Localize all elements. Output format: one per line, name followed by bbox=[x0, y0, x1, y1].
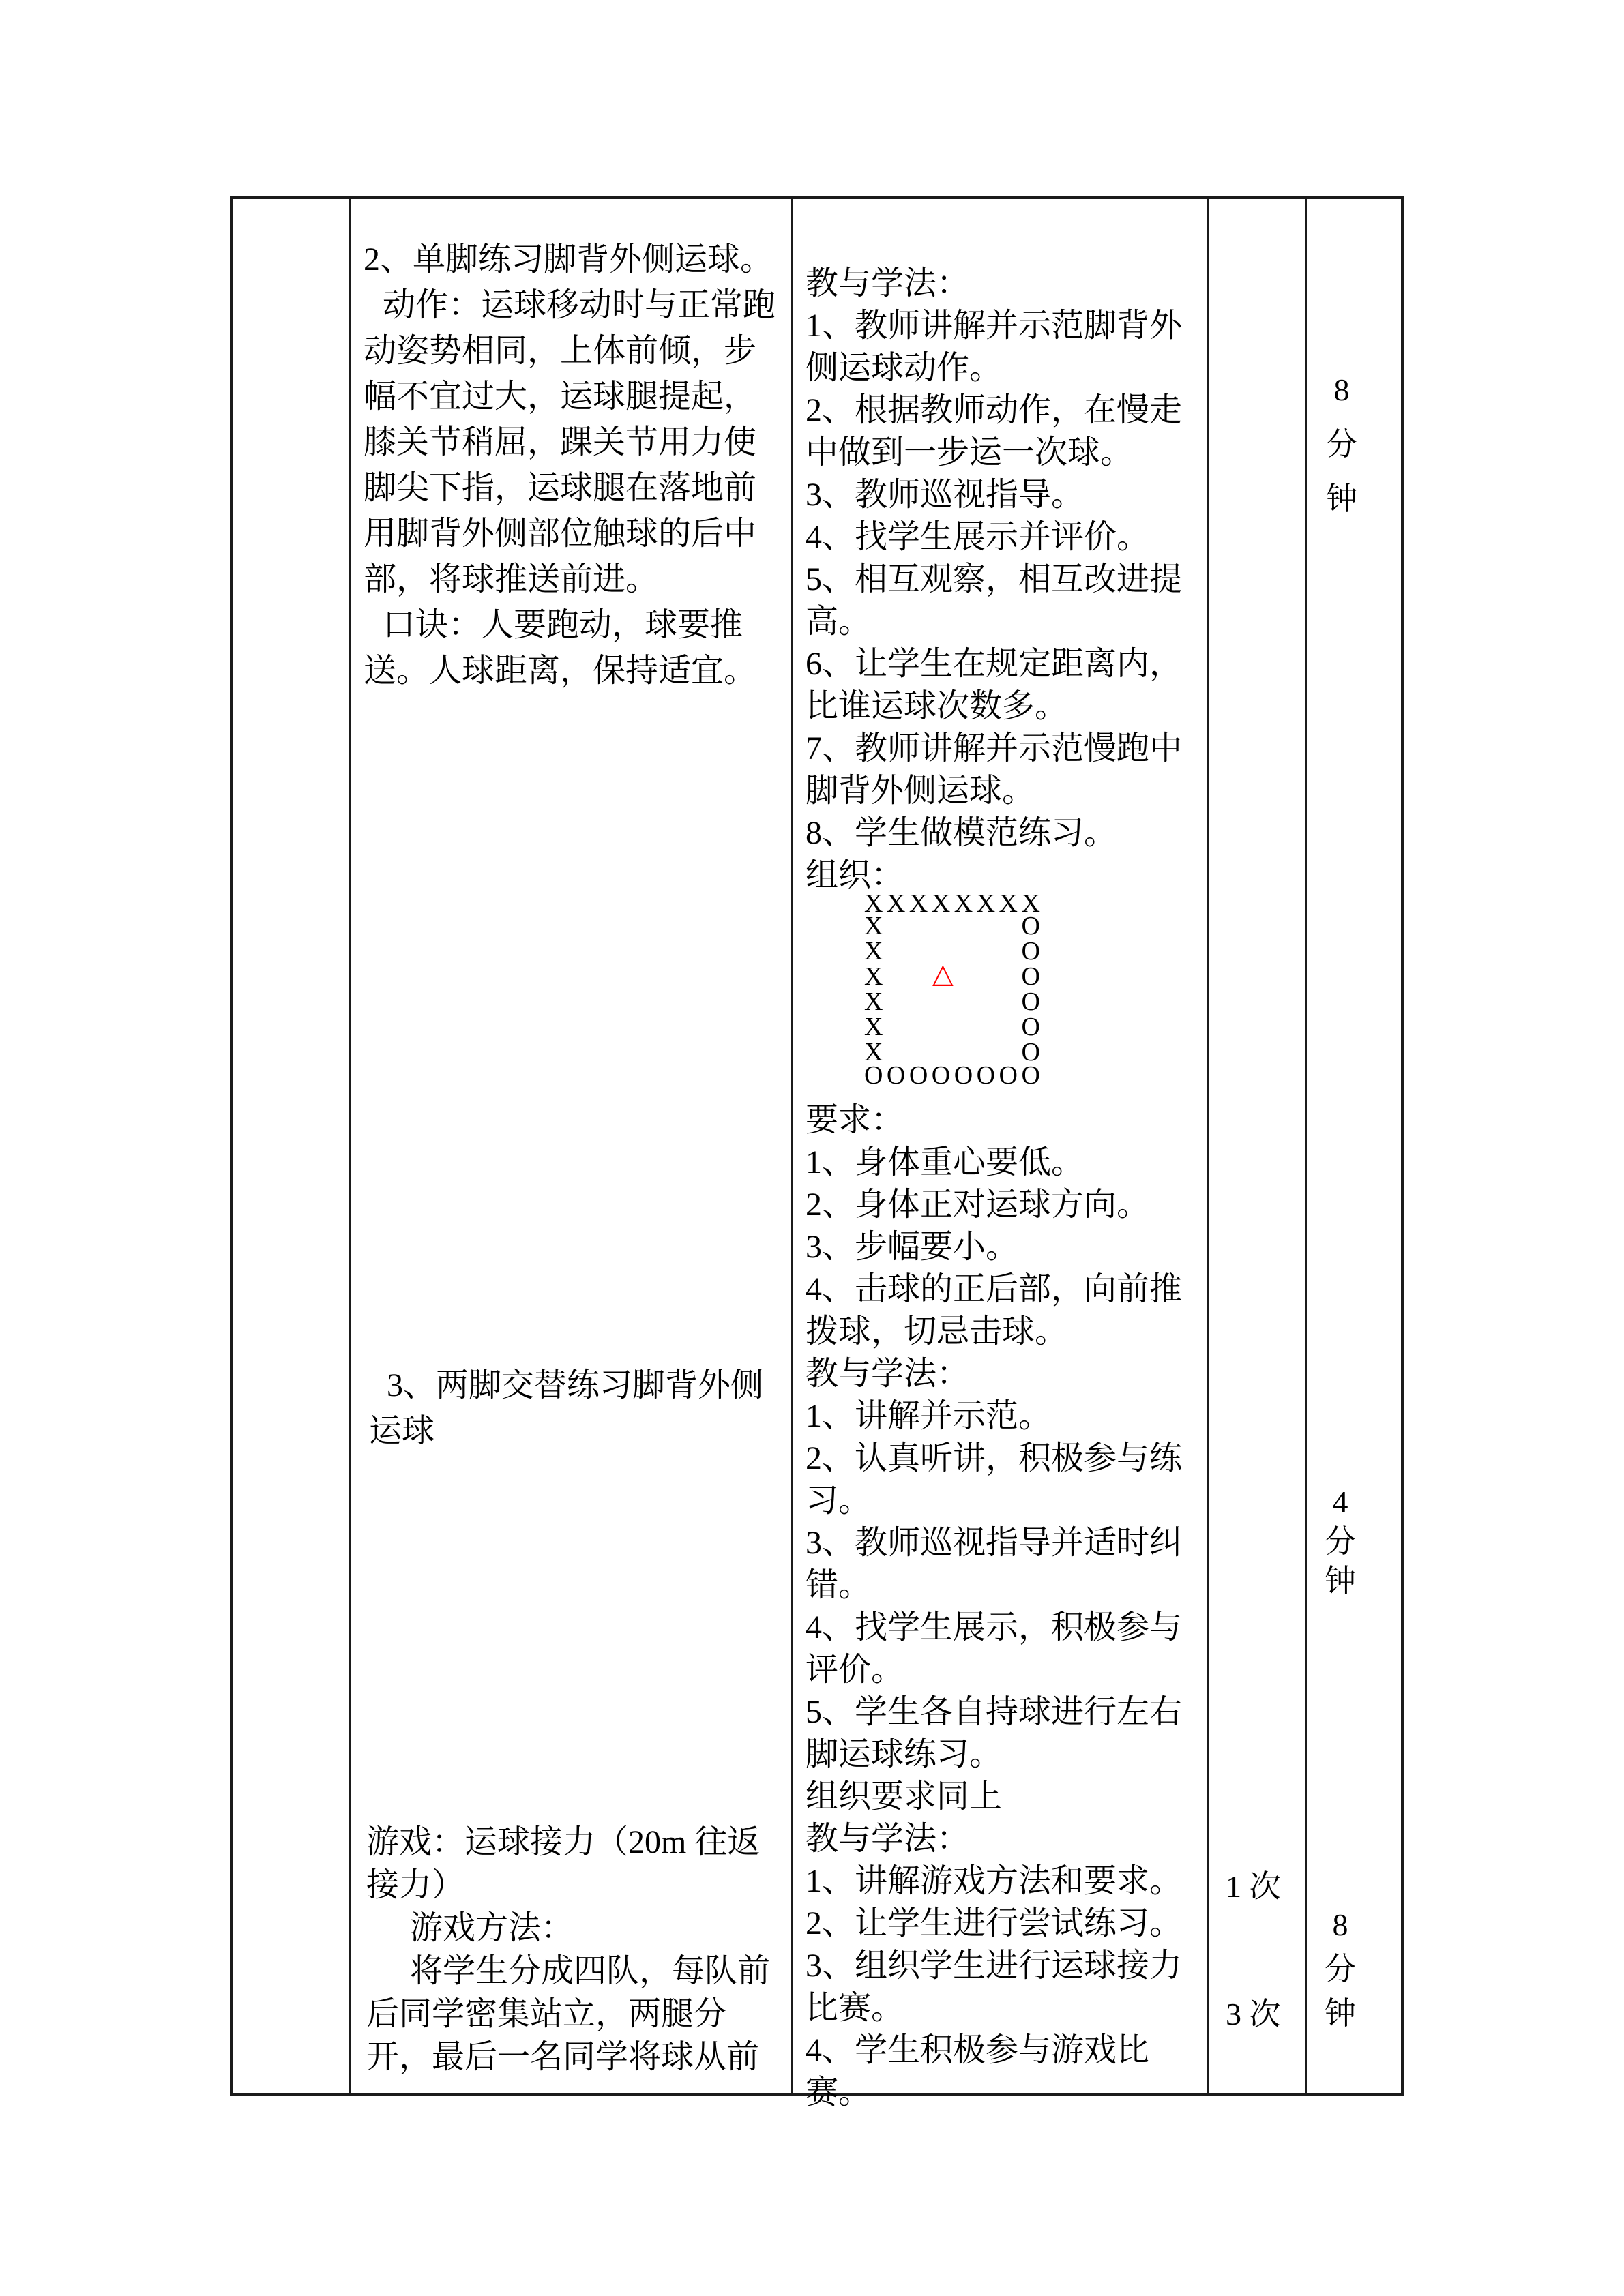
methods-line: 4、学生积极参与游戏比 bbox=[806, 2032, 1150, 2068]
methods-line: 5、相互观察，相互改进提 bbox=[806, 561, 1183, 597]
methods-line: 4、找学生展示，积极参与 bbox=[806, 1609, 1183, 1645]
student-o-marker: O bbox=[1021, 912, 1040, 940]
methods-line: 4、找学生展示并评价。 bbox=[806, 519, 1150, 555]
duration-char: 8 bbox=[1333, 372, 1350, 407]
content-line: 幅不宜过大，运球腿提起， bbox=[364, 378, 757, 415]
methods-line: 1、身体重心要低。 bbox=[806, 1144, 1084, 1180]
student-o-marker: O bbox=[864, 1061, 883, 1090]
methods-line: 1、讲解并示范。 bbox=[806, 1398, 1052, 1434]
duration-char: 分 bbox=[1325, 1952, 1356, 1986]
student-o-marker: O bbox=[909, 1061, 928, 1090]
methods-line: 1、教师讲解并示范脚背外 bbox=[806, 308, 1183, 344]
methods-line: 赛。 bbox=[806, 2074, 872, 2111]
column-divider-3 bbox=[1207, 199, 1209, 2093]
student-x-marker: X bbox=[864, 1038, 883, 1067]
student-o-marker: O bbox=[1021, 1061, 1040, 1090]
methods-line: 错。 bbox=[806, 1567, 872, 1603]
lesson-plan-table bbox=[230, 196, 1404, 2111]
methods-line: 要求： bbox=[806, 1102, 904, 1138]
methods-line: 教与学法： bbox=[806, 1356, 970, 1392]
content-practice2-block bbox=[364, 237, 776, 694]
student-o-marker: O bbox=[931, 1061, 951, 1090]
student-x-marker: X bbox=[931, 889, 951, 918]
duration-char: 钟 bbox=[1326, 481, 1357, 516]
student-o-marker: O bbox=[1021, 1013, 1040, 1041]
student-x-marker: X bbox=[976, 889, 996, 918]
column-divider-2 bbox=[791, 199, 793, 2093]
student-o-marker: O bbox=[1021, 937, 1040, 966]
methods-line: 脚背外侧运球。 bbox=[806, 773, 1035, 809]
methods-line: 高。 bbox=[806, 603, 872, 640]
methods-line: 评价。 bbox=[806, 1652, 904, 1688]
content-line: 送。人球距离，保持适宜。 bbox=[364, 653, 757, 689]
content-line: 开，最后一名同学将球从前 bbox=[366, 2039, 760, 2075]
formation-middle-row bbox=[864, 989, 1040, 1014]
duration-8-minutes-top bbox=[1321, 363, 1362, 526]
content-line: 动作：运球移动时与正常跑 bbox=[383, 287, 776, 323]
student-o-marker: O bbox=[1021, 962, 1040, 991]
methods-line: 1、讲解游戏方法和要求。 bbox=[806, 1863, 1183, 1899]
student-o-marker: O bbox=[954, 1061, 973, 1090]
content-line: 3、两脚交替练习脚背外侧 bbox=[387, 1367, 764, 1403]
content-line: 用脚背外侧部位触球的后中 bbox=[364, 516, 757, 552]
student-o-marker: O bbox=[999, 1061, 1018, 1090]
methods-section1-block bbox=[806, 263, 1182, 897]
methods-line: 2、认真听讲，积极参与练 bbox=[806, 1440, 1183, 1476]
content-line: 将学生分成四队，每队前 bbox=[410, 1953, 771, 1989]
teacher-triangle-marker: △ bbox=[932, 958, 954, 989]
duration-char: 钟 bbox=[1325, 1996, 1356, 2031]
student-x-marker: X bbox=[864, 962, 883, 991]
content-line: 接力） bbox=[366, 1867, 465, 1903]
methods-line: 组织： bbox=[806, 857, 904, 893]
content-line: 脚尖下指，运球腿在落地前 bbox=[364, 470, 757, 506]
duration-char: 8 bbox=[1332, 1907, 1348, 1942]
methods-line: 2、根据教师动作，在慢走 bbox=[806, 392, 1183, 428]
methods-line: 3、步幅要小。 bbox=[806, 1229, 1019, 1265]
content-practice3-block bbox=[369, 1362, 763, 1454]
student-x-marker: X bbox=[864, 937, 883, 966]
student-x-marker: X bbox=[864, 987, 883, 1016]
content-line: 部，将球推送前进。 bbox=[364, 561, 659, 597]
methods-line: 教与学法： bbox=[806, 265, 970, 301]
duration-char: 4 bbox=[1332, 1485, 1348, 1519]
column-divider-4 bbox=[1305, 199, 1307, 2093]
methods-line: 习。 bbox=[806, 1482, 872, 1519]
student-o-marker: O bbox=[886, 1061, 906, 1090]
student-x-marker: X bbox=[999, 889, 1018, 918]
methods-line: 组织要求同上 bbox=[806, 1778, 1003, 1815]
duration-8-minutes-bottom bbox=[1320, 1903, 1361, 2036]
methods-line: 中做到一步运一次球。 bbox=[806, 434, 1134, 471]
student-o-marker: O bbox=[976, 1061, 996, 1090]
methods-line: 3、教师巡视指导并适时纠 bbox=[806, 1525, 1183, 1561]
duration-char: 分 bbox=[1326, 427, 1357, 462]
content-line: 游戏：运球接力（20m 往返 bbox=[366, 1824, 761, 1860]
methods-line: 3、教师巡视指导。 bbox=[806, 477, 1084, 513]
content-line: 膝关节稍屈，踝关节用力使 bbox=[364, 424, 757, 460]
student-x-marker: X bbox=[864, 889, 883, 918]
student-o-marker: O bbox=[1021, 987, 1040, 1016]
student-x-marker: X bbox=[864, 912, 883, 940]
methods-line: 6、让学生在规定距离内， bbox=[806, 646, 1183, 682]
methods-line: 教与学法： bbox=[806, 1821, 970, 1857]
content-line: 动姿势相同，上体前倾，步 bbox=[364, 333, 757, 369]
methods-line: 4、击球的正后部，向前推 bbox=[806, 1271, 1183, 1307]
student-x-marker: X bbox=[1021, 889, 1040, 918]
formation-middle-row bbox=[864, 914, 1040, 938]
repetitions-value-1: 1 次 bbox=[1226, 1869, 1281, 1904]
methods-section2-block bbox=[806, 1099, 1182, 2114]
content-game-block bbox=[366, 1821, 770, 2078]
methods-line: 侧运球动作。 bbox=[806, 350, 1003, 386]
methods-line: 8、学生做模范练习。 bbox=[806, 815, 1117, 851]
student-x-marker: X bbox=[954, 889, 973, 918]
column-divider-1 bbox=[349, 199, 351, 2093]
content-line: 口诀：人要跑动，球要推 bbox=[383, 607, 743, 643]
formation-middle-row bbox=[864, 1015, 1040, 1039]
student-o-marker: O bbox=[1021, 1038, 1040, 1067]
student-x-marker: X bbox=[864, 1013, 883, 1041]
methods-line: 拨球，切忌击球。 bbox=[806, 1313, 1068, 1350]
formation-top-row bbox=[864, 891, 1040, 916]
duration-char: 分 bbox=[1325, 1524, 1356, 1559]
content-line: 2、单脚练习脚背外侧运球。 bbox=[364, 241, 773, 278]
student-x-marker: X bbox=[909, 889, 928, 918]
duration-char: 钟 bbox=[1325, 1564, 1356, 1598]
methods-line: 脚运球练习。 bbox=[806, 1736, 1003, 1772]
methods-line: 比谁运球次数多。 bbox=[806, 688, 1068, 724]
methods-line: 5、学生各自持球进行左右 bbox=[806, 1694, 1183, 1730]
content-line: 运球 bbox=[369, 1413, 435, 1449]
methods-line: 2、身体正对运球方向。 bbox=[806, 1187, 1150, 1223]
student-x-marker: X bbox=[886, 889, 906, 918]
methods-line: 3、组织学生进行运球接力 bbox=[806, 1948, 1183, 1984]
methods-line: 比赛。 bbox=[806, 1990, 904, 2026]
formation-bottom-row bbox=[864, 1063, 1040, 1088]
repetitions-value-2: 3 次 bbox=[1226, 1997, 1281, 2031]
methods-line: 2、让学生进行尝试练习。 bbox=[806, 1905, 1183, 1941]
formation-diagram bbox=[864, 891, 1040, 1092]
methods-line: 7、教师讲解并示范慢跑中 bbox=[806, 730, 1183, 766]
duration-4-minutes bbox=[1320, 1482, 1361, 1601]
content-line: 后同学密集站立，两腿分 bbox=[366, 1996, 727, 2032]
content-line: 游戏方法： bbox=[410, 1910, 574, 1946]
